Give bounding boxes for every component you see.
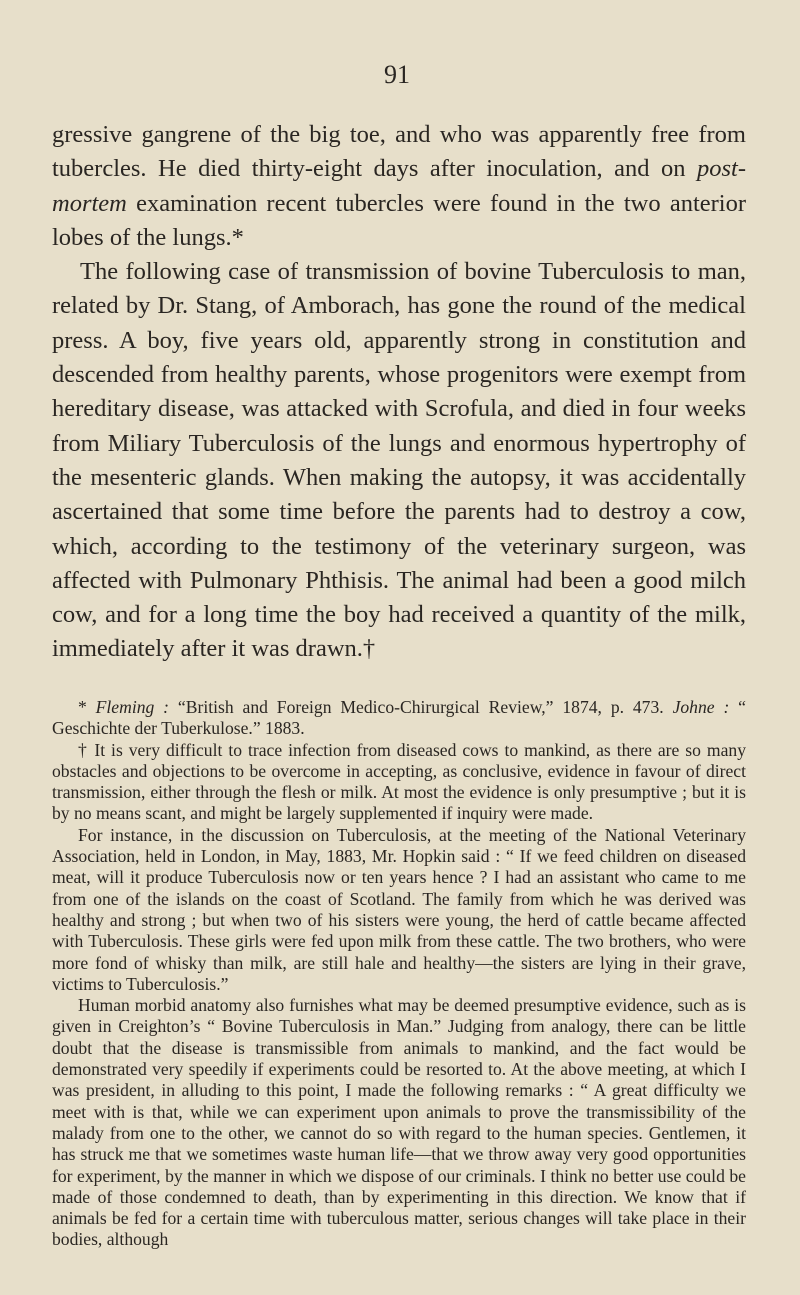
footnote-1-text-1: “British and Foreign Medico-Chirurgical Review,” 1874, p. 473. <box>169 697 673 717</box>
footnote-1-author-2: Johne : <box>672 697 730 717</box>
footnote-2-paragraph-3: Human morbid anatomy also furnishes what may be deemed presumptive evidence, such as is given in Creighton’s “ Bovine Tuberculosis in Man.” Judging from analogy, there can be little doubt that the disease is transmissible from animals to mankind, and the fact would be demonstrated very speedily if experiments could be resorted to. At the above meeting, at which I was president, in alluding to this point, I made the following remarks : “ A great difficulty we meet with is that, while we can experiment upon animals to prove the transmissibility of the malady from one to the other, we cannot do so with regard to the human species. Gentlemen, it has struck me that we sometimes waste human life—that we throw away very good opportunities for experiment, by the manner in which we dispose of our criminals. I think no better use could be made of those condemned to death, than by experimenting in this direction. We know that if animals be fed for a certain time with tuberculous matter, serious changes will take place in their bodies, although <box>52 995 746 1250</box>
main-text <box>52 118 746 667</box>
footnote-2-paragraph-2: For instance, in the discussion on Tuberculosis, at the meeting of the National Veterinary Association, held in London, in May, 1883, Mr. Hopkin said : “ If we feed children on diseased meat, will it produce Tuberculosis now or ten years hence ? I had an assistant who came to me from one of the islands on the coast of Scotland. The family from which he was derived was healthy and strong ; but when two of his sisters were young, the herd of cattle became affected with Tuberculosis. These girls were fed upon milk from these cattle. The two brothers, who were more fond of whisky than milk, are still hale and healthy—the sisters are lying in their grave, victims to Tuberculosis.” <box>52 824 746 994</box>
paragraph-2: The following case of transmission of bovine Tuberculosis to man, related by Dr. Stang, of Amborach, has gone the round of the medical press. A boy, five years old, apparently strong in constitution and descended from healthy parents, whose progenitors were exempt from hereditary disease, was attacked with Scrofula, and died in four weeks from Miliary Tuberculosis of the lungs and enormous hypertrophy of the mesenteric glands. When making the autopsy, it was accidentally ascertained that some time before the parents had to destroy a cow, which, according to the testimony of the veterinary surgeon, was affected with Pulmonary Phthisis. The animal had been a good milch cow, and for a long time the boy had received a quantity of the milk, immediately after it was drawn.† <box>52 258 746 663</box>
footnote-1-mark: * <box>78 697 96 717</box>
footnote-1-author-1: Fleming : <box>95 697 170 717</box>
paragraph-1-text-b: examination recent tubercles were found in the two anterior lobes of the lungs.* <box>52 189 746 251</box>
paragraph-1-text-a: gressive gangrene of the big toe, and who was apparently free from tubercles. He died thirty-eight days after inoculation, and on <box>52 121 746 183</box>
footnote-1 <box>52 697 746 740</box>
footnote-1-text-2: “ Geschichte der Tuberkulose.” 1883. <box>52 697 746 739</box>
footnotes <box>52 697 746 1251</box>
paragraph-1-italic: post-mortem <box>52 155 746 217</box>
paragraph-1 <box>52 118 746 255</box>
page-number: 91 <box>384 60 410 89</box>
footnote-2-paragraph-1: † It is very difficult to trace infection from diseased cows to mankind, as there are so many obstacles and objections to be overcome in accepting, as conclusive, evidence in favour of direct transmission, either through the flesh or milk. At most the evidence is only presumptive ; but it is by no means scant, and might be largely supplemented if inquiry were made. <box>52 739 746 824</box>
